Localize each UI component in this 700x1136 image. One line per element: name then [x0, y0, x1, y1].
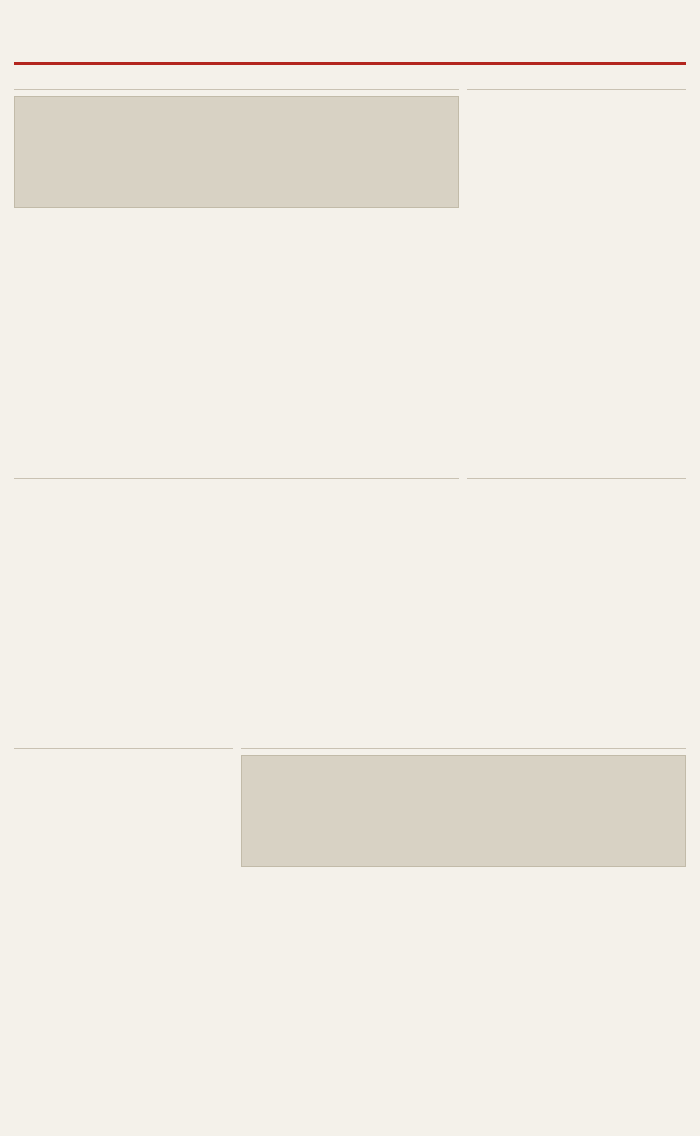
- article-bottom-left: [14, 748, 233, 1129]
- article-middle: [14, 478, 459, 741]
- article-body: [14, 258, 459, 378]
- article-photo: [241, 755, 686, 867]
- staff-line: [14, 69, 686, 81]
- masthead: [14, 10, 686, 65]
- article-byline: [14, 783, 233, 795]
- article-photo: [14, 96, 459, 208]
- article-side: [467, 89, 686, 470]
- article-headline: [467, 96, 686, 120]
- article-body: [467, 529, 686, 649]
- article-body: [241, 917, 686, 1037]
- article-headline: [14, 485, 459, 509]
- article-side-lower: [467, 478, 686, 741]
- article-byline: [14, 513, 459, 525]
- article-bottom-right: [241, 748, 686, 1129]
- article-headline: [14, 214, 459, 238]
- article-lead: [14, 89, 459, 470]
- article-body: [467, 140, 686, 260]
- article-byline: [14, 242, 459, 254]
- article-byline: [241, 901, 686, 913]
- article-byline: [467, 513, 686, 525]
- article-body: [14, 799, 233, 919]
- article-headline: [241, 873, 686, 897]
- article-grid: [14, 89, 686, 1129]
- article-headline: [467, 485, 686, 509]
- article-headline: [14, 755, 233, 779]
- article-byline: [467, 124, 686, 136]
- article-body: [14, 529, 459, 649]
